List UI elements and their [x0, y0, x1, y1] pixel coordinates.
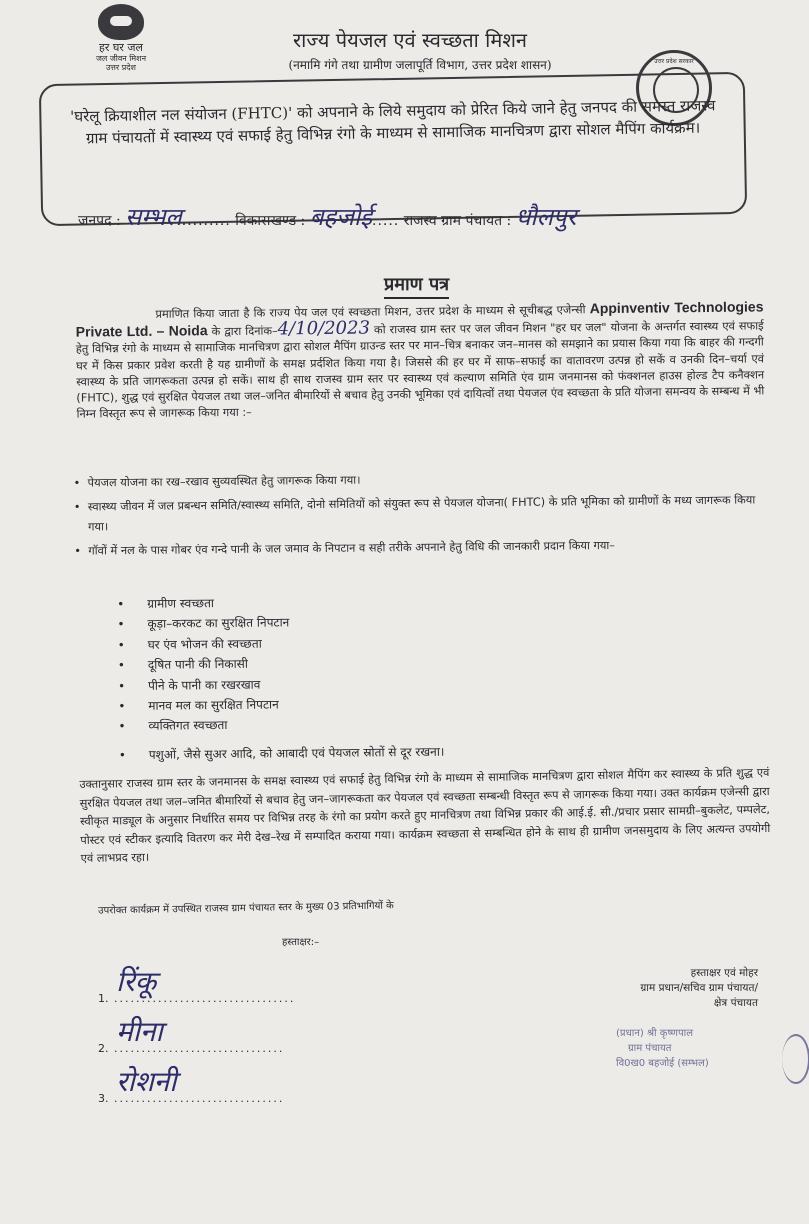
location-fields: जनपद : सम्भल......... विकासखण्ड : बहजोई..... राजस्व ग्राम पंचायत : धौलपुर [78, 203, 577, 231]
list-item: • गॉवों में नल के पास गोबर एंव गन्दे पानी के जल जमाव के निपटान व सही तरीके अपनाने हेतु विधि की जानकारी प्रदान किया गया– [72, 534, 762, 561]
para-start: प्रमाणित किया जाता है कि राज्य पेय जल एवं स्वच्छता मिशन, उत्तर प्रदेश के माध्यम से सूचीबद्ध एजेन्सी [155, 303, 586, 321]
list-item: • घर एंव भोजन की स्वच्छता [118, 631, 518, 656]
list-item: • पशुओं, जैसे सुअर आदि, को आबादी एवं पेयजल स्रोतों से दूर रखना। [119, 741, 519, 766]
agency-name: Appinventiv Technologies Private Ltd. – Noida [75, 298, 764, 340]
participant-signature-1: 1. ................................. रिंकू [98, 992, 295, 1005]
signature-intro-label: हस्ताक्षर:– [282, 937, 320, 948]
water-tap-icon [98, 4, 144, 40]
certificate-heading: प्रमाण पत्र [384, 272, 449, 299]
block-label: विकासखण्ड : [235, 213, 306, 229]
sign-label: हस्ताक्षर एवं मोहर [690, 967, 758, 979]
program-title: 'घरेलू क्रियाशील नल संयोजन (FHTC)' को अपनाने के लिये समुदाय को प्रेरित किये जाने हेतु जनपद की समस्त राजस्व ग्राम पंचायतों में स्वास्थ्य एवं सफाई हेतु विभिन्न रंगो के माध्यम से सामाजिक मानचित्रण द्वारा सोशल मैपिंग कार्यक्रम। [70, 96, 716, 148]
authority-signature-block [588, 966, 758, 1011]
logo-text-3: उत्तर प्रदेश [106, 63, 136, 72]
har-ghar-jal-logo [82, 4, 160, 72]
certificate-paragraph [75, 298, 764, 423]
panchayat-value: धौलपुर [515, 203, 577, 231]
panchayat-label: राजस्व ग्राम पंचायत : [403, 213, 512, 229]
signature-scribble [782, 1034, 809, 1084]
participant-signature-2: 2. ............................... मीना [98, 1042, 284, 1055]
official-stamp: (प्रधान) श्री कृष्णपाल ग्राम पंचायत वि0ख0 बहजोई (सम्भल) [616, 1028, 709, 1069]
sign-role-2: क्षेत्र पंचायत [713, 997, 758, 1009]
page-title: राज्य पेयजल एवं स्वच्छता मिशन [292, 28, 528, 52]
list-item: • पेयजल योजना का रख–रखाव सुव्यवस्थित हेतु जागरूक किया गया। [72, 466, 762, 493]
list-item: • ग्रामीण स्वच्छता [117, 590, 517, 615]
signature-intro: उपरोक्त कार्यक्रम में उपस्थित राजस्व ग्राम पंचायत स्तर के मुख्य 03 प्रतिभागियों के [97, 900, 394, 917]
page-subtitle: (नमामि गंगे तथा ग्रामीण जलापूर्ति विभाग, उत्तर प्रदेश शासन) [288, 58, 552, 72]
sign-role: ग्राम प्रधान/सचिव ग्राम पंचायत/ [640, 982, 758, 994]
para-rest: को राजस्व ग्राम स्तर पर जल जीवन मिशन "हर घर जल" योजना के अन्तर्गत स्वास्थ्य एवं सफाई हेतु विभिन्न रंगो के माध्यम से सामाजिक मानचित्रण द्वारा सोशल मैपिंग ग्राउन्ड स्तर पर मान–चित्र बनाकर जन–मानस को समझाने का प्रयास किया गया कि बाहर की गन्दगी घर में किस प्रकार प्रवेश करती है यह ग्रामीणों के समक्ष प्रर्दशित किया गया है। जिससे की हर घर में साफ–सफाई का वातावरण उत्पन्न हो सकें व उनकी दिन–चर्या एवं स्वास्थ्य के प्रति जागरूकता उत्पन्न हो सकें। साथ ही साथ राजस्व ग्राम स्तर पर स्वास्थ्य एवं कल्याण समिति एंव ग्राम जनमानस को फंक्शनल हाउस होल्ड टैप कनैक्शन (FHTC), शुद्ध एवं सुरक्षित पेयजल तथा जल–जनित बीमारियों से बचाव हेतु उनकी भूमिका एवं दायित्वों तथा पेयजल एंव स्वच्छता के प्रति योजना समन्वय के सम्बन्ध में भी निम्न विस्तृत रूप से जागरूक किया गया :– [75, 319, 765, 421]
awareness-points [72, 466, 763, 565]
participant-name: रिंकू [116, 965, 157, 998]
block-value: बहजोई [309, 203, 372, 231]
list-item: • स्वास्थ्य जीवन में जल प्रबन्धन समिति/स्वास्थ्य समिति, दोनो समितियों को संयुक्त रूप से पेयजल योजना( FHTC) के प्रति भूमिका को ग्रामीणों के मध्य जागरूक किया गया। [72, 490, 762, 537]
district-value: सम्भल [125, 203, 182, 231]
participant-name: रोशनी [116, 1065, 177, 1098]
list-item: • पीने के पानी का रखरखाव [118, 672, 518, 697]
participant-signature-3: 3. ............................... रोशनी [98, 1092, 284, 1105]
topic-list [117, 590, 519, 765]
list-item: • मानव मल का सुरक्षित निपटान [118, 692, 518, 717]
list-item: • कूड़ा–करकट का सुरक्षित निपटान [117, 610, 517, 635]
logo-text-2: जल जीवन मिशन [95, 54, 147, 63]
by-date-label: के द्वारा दिनांक– [211, 324, 278, 339]
district-label: जनपद : [78, 213, 121, 229]
participant-name: मीना [116, 1015, 163, 1048]
list-item: • व्यक्तिगत स्वच्छता [118, 712, 518, 737]
conclusion-paragraph: उक्तानुसार राजस्व ग्राम स्तर के जनमानस के समक्ष स्वास्थ्य एवं सफाई हेतु विभिन्न रंगो के माध्यम से सामाजिक मानचित्रण द्वारा सोशल मैपिंग कर स्वास्थ्य के प्रति शुद्ध एवं सुरक्षित पेयजल तथा जल–जनित बीमारियों से बचाव हेतु जन–जागरूकता कर पेयजल एवं स्वच्छता सम्बन्धी विस्तृत रूप से जागरूक किया गया। उक्त कार्यक्रम एजेन्सी द्वारा स्वीकृत माड्यूल के अनुसार निर्धारित समय पर विभिन्न तरह के रंगो का प्रयोग करते हुए मानचित्रण तथा विभिन्न प्रकार की आई.ई. सी./प्रचार प्रसार सामग्री–बुकलेट, पम्पलेट, पोस्टर एवं स्टीकर इत्यादि वितरण कर मेरी देख–रेख में सम्पादित कराया गया। कार्यक्रम स्वच्छता से सम्बन्धित होने के साथ ही ग्रामीण जनसमुदाय के लिए अत्यन्त उपयोगी एवं लाभप्रद रहा। [79, 765, 771, 866]
list-item: • दूषित पानी की निकासी [118, 651, 518, 676]
logo-text-1: हर घर जल [99, 41, 143, 54]
program-date: 4/10/2023 [277, 317, 371, 340]
seal-text: उत्तर प्रदेश सरकार [654, 58, 694, 65]
